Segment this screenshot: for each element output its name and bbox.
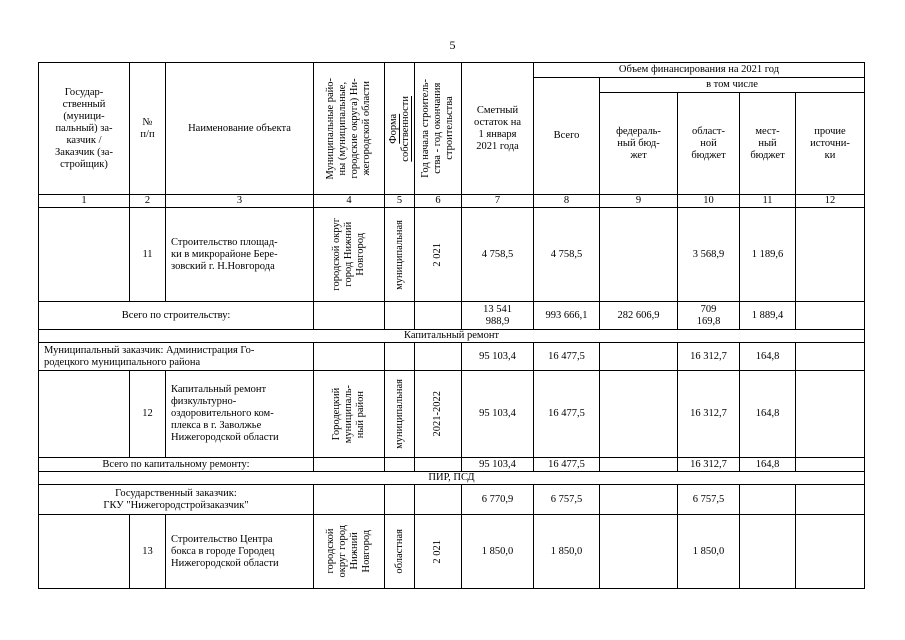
customer-row [39,343,865,371]
table-row [39,515,865,589]
header-including: в том числе [600,78,865,93]
row11-ownership: муниципальная [385,208,415,302]
row13-estimate: 1 850,0 [462,515,534,589]
customer-pir-label: Государственный заказчик: ГКУ "Нижегородстройзаказчик" [39,485,314,515]
customer-capital-label: Муниципальный заказчик: Администрация Го- родецкого муниципального района [39,343,314,371]
header-regional: област- ной бюджет [678,93,740,195]
header-federal: федераль- ный бюд- жет [600,93,678,195]
section-capital-repair: Капитальный ремонт [39,330,865,343]
row11-years: 2 021 [415,208,462,302]
row12-years: 2021-2022 [415,371,462,458]
table-row [39,208,865,302]
total-capital-total: 16 477,5 [534,458,600,472]
col-number: 2 [130,195,166,208]
total-capital-regional: 16 312,7 [678,458,740,472]
row13-municipality: городской округ город Нижний Новгород [314,515,385,589]
customer-capital-regional: 16 312,7 [678,343,740,371]
row12-name: Капитальный ремонт физкультурно- оздоровительного ком- плекса в г. Заволжье Нижегородской области [166,371,314,458]
col-number: 7 [462,195,534,208]
row11-other [796,208,865,302]
column-number-row [39,195,865,208]
row13-ownership: областная [385,515,415,589]
financing-table [38,62,865,589]
row13-name: Строительство Центра бокса в городе Городец Нижегородской области [166,515,314,589]
header-municipality: Муниципальные райо- ны (муниципальные, городские округа) Ни- жегородской области [314,63,385,195]
customer-row [39,485,865,515]
header-object-name: Наименование объекта [166,63,314,195]
header-row-top [39,63,865,78]
header-financing: Объем финансирования на 2021 год [534,63,865,78]
row11-local: 1 189,6 [740,208,796,302]
col-number: 3 [166,195,314,208]
total-capital-local: 164,8 [740,458,796,472]
row12-total: 16 477,5 [534,371,600,458]
row11-name: Строительство площад- ки в микрорайоне Бере- зовский г. Н.Новгорода [166,208,314,302]
row11-num: 11 [130,208,166,302]
customer-capital-estimate: 95 103,4 [462,343,534,371]
row12-municipality: Городецкий муниципаль- ный район [314,371,385,458]
table-row [39,371,865,458]
row11-municipality: городской округ город Нижний Новгород [314,208,385,302]
col-number: 4 [314,195,385,208]
section-pir-psd: ПИР, ПСД [39,472,865,485]
row13-num: 13 [130,515,166,589]
customer-pir-regional: 6 757,5 [678,485,740,515]
row11-total: 4 758,5 [534,208,600,302]
total-construction-estimate: 13 541 988,9 [462,302,534,330]
row12-ownership: муниципальная [385,371,415,458]
row12-regional: 16 312,7 [678,371,740,458]
total-capital-row [39,458,865,472]
col-number: 1 [39,195,130,208]
total-construction-total: 993 666,1 [534,302,600,330]
page-number: 5 [449,38,456,52]
col-number: 12 [796,195,865,208]
customer-pir-estimate: 6 770,9 [462,485,534,515]
row11-federal [600,208,678,302]
row12-estimate: 95 103,4 [462,371,534,458]
section-row [39,330,865,343]
total-construction-row [39,302,865,330]
col-number: 8 [534,195,600,208]
header-ownership: Форма собственности [385,63,415,195]
section-row [39,472,865,485]
header-estimate-balance: Сметный остаток на 1 января 2021 года [462,63,534,195]
row11-regional: 3 568,9 [678,208,740,302]
row12-num: 12 [130,371,166,458]
col-number: 9 [600,195,678,208]
total-construction-federal: 282 606,9 [600,302,678,330]
total-construction-label: Всего по строительству: [39,302,314,330]
row13-regional: 1 850,0 [678,515,740,589]
header-local: мест- ный бюджет [740,93,796,195]
header-num: № п/п [130,63,166,195]
total-capital-label: Всего по капитальному ремонту: [39,458,314,472]
header-other: прочие источни- ки [796,93,865,195]
col-number: 5 [385,195,415,208]
header-customer: Государ- ственный (муници- пальный) за- казчик / Заказчик (за- стройщик) [39,63,130,195]
col-number: 11 [740,195,796,208]
customer-pir-total: 6 757,5 [534,485,600,515]
row11-estimate: 4 758,5 [462,208,534,302]
total-construction-regional: 709 169,8 [678,302,740,330]
col-number: 10 [678,195,740,208]
row11-customer [39,208,130,302]
total-construction-local: 1 889,4 [740,302,796,330]
row13-years: 2 021 [415,515,462,589]
row12-local: 164,8 [740,371,796,458]
customer-capital-total: 16 477,5 [534,343,600,371]
col-number: 6 [415,195,462,208]
customer-capital-local: 164,8 [740,343,796,371]
total-capital-estimate: 95 103,4 [462,458,534,472]
header-years: Год начала строитель- ства - год окончания строительства [415,63,462,195]
header-total: Всего [534,78,600,195]
row13-total: 1 850,0 [534,515,600,589]
